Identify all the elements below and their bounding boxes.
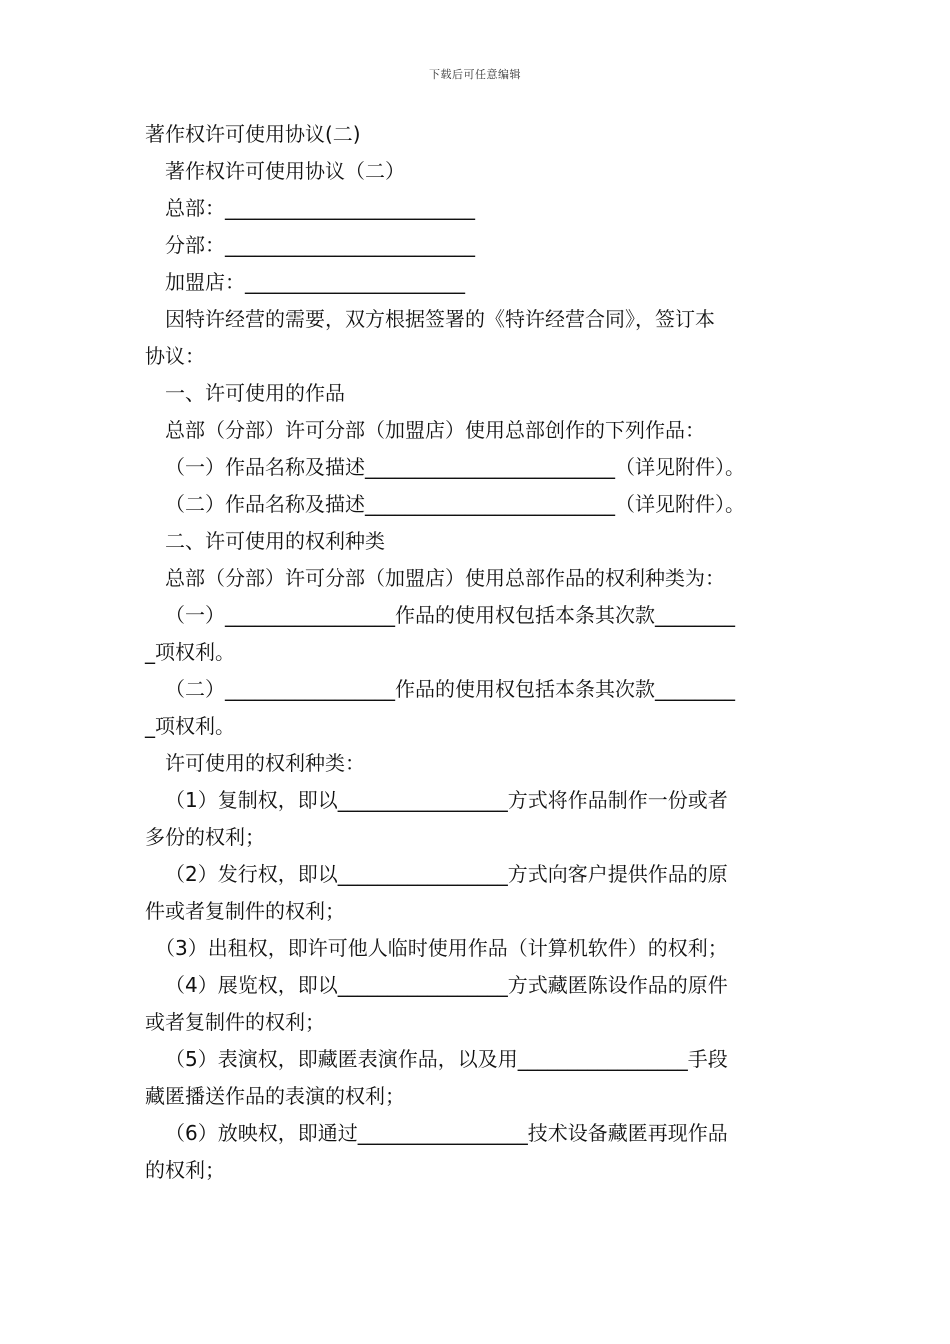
right2-line1: （2）发行权，即以_________________方式向客户提供作品的原 (165, 862, 728, 886)
right2-line2: 件或者复制件的权利； (145, 899, 345, 923)
section1-item1: （一）作品名称及描述_________________________（详见附件）。 (165, 455, 745, 479)
document-subtitle: 著作权许可使用协议（二） (165, 159, 405, 183)
right6-line1: （6）放映权，即通过_________________技术设备藏匿再现作品 (165, 1121, 728, 1145)
section2-heading: 二、许可使用的权利种类 (165, 529, 385, 553)
header-note: 下载后可任意编辑 (429, 68, 521, 81)
right4-line2: 或者复制件的权利； (145, 1010, 325, 1034)
section2-text: 总部（分部）许可分部（加盟店）使用总部作品的权利种类为： (165, 566, 725, 590)
right1-line1: （1）复制权，即以_________________方式将作品制作一份或者 (165, 788, 728, 812)
right6-line2: 的权利； (145, 1158, 225, 1182)
section1-heading: 一、许可使用的作品 (165, 381, 345, 405)
section1-text: 总部（分部）许可分部（加盟店）使用总部创作的下列作品： (165, 418, 705, 442)
hq-field: 总部：_________________________ (165, 196, 475, 220)
intro-paragraph-line2: 协议： (145, 344, 205, 368)
right5-line1: （5）表演权，即藏匿表演作品，以及用_________________手段 (165, 1047, 728, 1071)
document-title: 著作权许可使用协议(二) (145, 122, 361, 146)
section2-item1-line2: _项权利。 (145, 640, 235, 664)
branch-field: 分部：_________________________ (165, 233, 475, 257)
section2-item2-line2: _项权利。 (145, 714, 235, 738)
section2-item2-line1: （二）_________________作品的使用权包括本条其次款________ (165, 677, 735, 701)
section2-item1-line1: （一）_________________作品的使用权包括本条其次款________ (165, 603, 735, 627)
right1-line2: 多份的权利； (145, 825, 265, 849)
right4-line1: （4）展览权，即以_________________方式藏匿陈设作品的原件 (165, 973, 728, 997)
document-body (145, 116, 815, 1189)
rights-heading: 许可使用的权利种类： (165, 751, 365, 775)
right5-line2: 藏匿播送作品的表演的权利； (145, 1084, 405, 1108)
franchise-field: 加盟店：______________________ (165, 270, 465, 294)
right3-line1: （3）出租权，即许可他人临时使用作品（计算机软件）的权利； (155, 936, 728, 960)
intro-paragraph-line1: 因特许经营的需要，双方根据签署的《特许经营合同》，签订本 (165, 307, 715, 331)
section1-item2: （二）作品名称及描述_________________________（详见附件）。 (165, 492, 745, 516)
